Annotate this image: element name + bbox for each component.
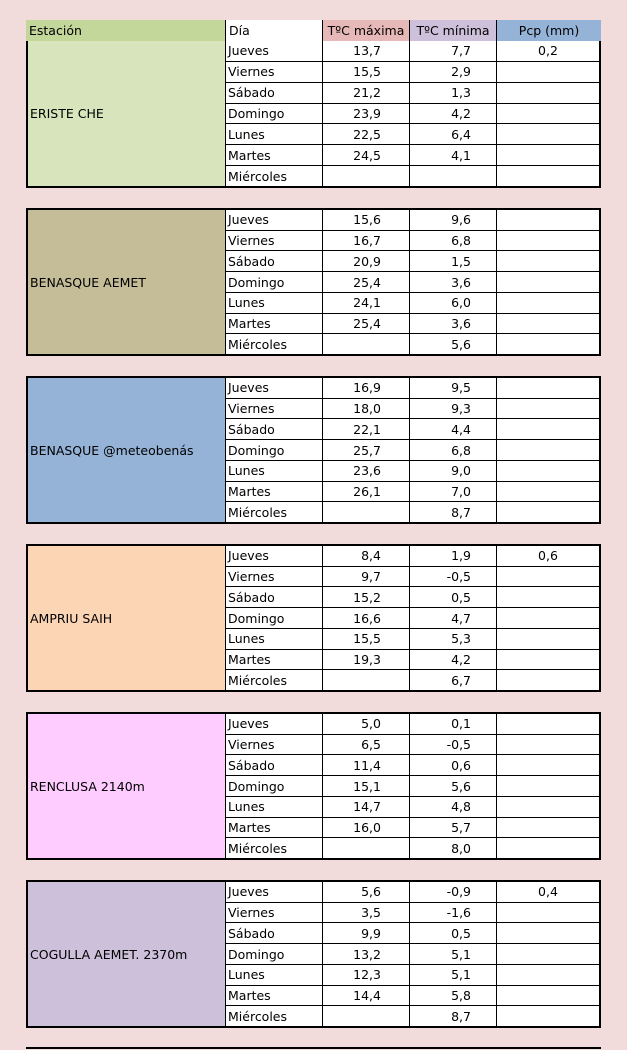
- tmin-cell: 3,6: [410, 314, 497, 334]
- tmax-cell: 9,9: [323, 923, 410, 943]
- station-name: ERISTE CHE: [28, 41, 226, 186]
- tmin-cell: 4,8: [410, 797, 497, 817]
- tmin-cell: 4,2: [410, 650, 497, 670]
- station-block: [26, 376, 601, 524]
- day-cell: Lunes: [226, 461, 323, 481]
- day-cell: Martes: [226, 650, 323, 670]
- pcp-cell: [497, 378, 599, 398]
- day-cell: Viernes: [226, 399, 323, 419]
- day-cell: Martes: [226, 314, 323, 334]
- station-rows: [226, 378, 599, 522]
- day-cell: Sábado: [226, 587, 323, 607]
- table-row: [226, 378, 599, 399]
- tmax-cell: 21,2: [323, 83, 410, 103]
- table-row: [226, 1006, 599, 1026]
- tmax-cell: [323, 502, 410, 522]
- day-cell: Sábado: [226, 83, 323, 103]
- tmax-cell: 16,9: [323, 378, 410, 398]
- day-cell: Sábado: [226, 755, 323, 775]
- table-row: [226, 755, 599, 776]
- tmax-cell: 25,4: [323, 272, 410, 292]
- day-cell: Miércoles: [226, 670, 323, 690]
- station-name: RENCLUSA 2140m: [28, 714, 226, 858]
- day-cell: Martes: [226, 986, 323, 1006]
- tmin-cell: 8,0: [410, 838, 497, 858]
- tmin-cell: 7,7: [410, 41, 497, 61]
- tmax-cell: 13,7: [323, 41, 410, 61]
- pcp-cell: [497, 735, 599, 755]
- day-cell: Lunes: [226, 124, 323, 144]
- tmax-cell: 22,1: [323, 419, 410, 439]
- table-row: [226, 145, 599, 166]
- day-cell: Domingo: [226, 272, 323, 292]
- tmax-cell: 13,2: [323, 944, 410, 964]
- day-cell: Martes: [226, 818, 323, 838]
- day-cell: Miércoles: [226, 166, 323, 186]
- station-block: [26, 544, 601, 692]
- tmax-cell: 16,6: [323, 608, 410, 628]
- header-tmin: TºC mínima: [410, 20, 497, 41]
- station-rows: [226, 210, 599, 354]
- station-rows: [226, 714, 599, 858]
- tmin-cell: 7,0: [410, 482, 497, 502]
- tmax-cell: 25,7: [323, 440, 410, 460]
- pcp-cell: [497, 210, 599, 230]
- table-row: [226, 293, 599, 314]
- table-row: [226, 818, 599, 839]
- tmin-cell: 9,5: [410, 378, 497, 398]
- table-row: [226, 944, 599, 965]
- tmin-cell: 8,7: [410, 502, 497, 522]
- tmax-cell: 3,5: [323, 903, 410, 923]
- pcp-cell: [497, 272, 599, 292]
- day-cell: Jueves: [226, 378, 323, 398]
- pcp-cell: [497, 399, 599, 419]
- pcp-cell: [497, 166, 599, 186]
- day-cell: Miércoles: [226, 334, 323, 354]
- day-cell: Domingo: [226, 944, 323, 964]
- tmax-cell: 11,4: [323, 755, 410, 775]
- pcp-cell: [497, 83, 599, 103]
- pcp-cell: [497, 923, 599, 943]
- tmin-cell: 5,8: [410, 986, 497, 1006]
- tmax-cell: 12,3: [323, 965, 410, 985]
- day-cell: Domingo: [226, 776, 323, 796]
- tmin-cell: 9,6: [410, 210, 497, 230]
- tmax-cell: 22,5: [323, 124, 410, 144]
- tmax-cell: 14,4: [323, 986, 410, 1006]
- table-row: [226, 776, 599, 797]
- station-block: [26, 712, 601, 860]
- table-row: [226, 923, 599, 944]
- pcp-cell: [497, 755, 599, 775]
- day-cell: Sábado: [226, 251, 323, 271]
- tmax-cell: 25,4: [323, 314, 410, 334]
- day-cell: Domingo: [226, 104, 323, 124]
- pcp-cell: [497, 419, 599, 439]
- table-row: [226, 903, 599, 924]
- pcp-cell: [497, 965, 599, 985]
- tmin-cell: -0,5: [410, 567, 497, 587]
- day-cell: Lunes: [226, 797, 323, 817]
- pcp-cell: 0,6: [538, 548, 558, 564]
- day-cell: Miércoles: [226, 838, 323, 858]
- table-row: [226, 104, 599, 125]
- pcp-cell: [497, 587, 599, 607]
- table-row: [226, 314, 599, 335]
- table-row: [226, 62, 599, 83]
- tmin-cell: -0,9: [410, 882, 497, 902]
- day-cell: Miércoles: [226, 502, 323, 522]
- header-station: Estación: [26, 20, 226, 41]
- tmax-cell: 8,4: [323, 546, 410, 566]
- tmax-cell: 18,0: [323, 399, 410, 419]
- table-row: [226, 502, 599, 522]
- day-cell: Lunes: [226, 293, 323, 313]
- pcp-cell: [497, 124, 599, 144]
- tmax-cell: [323, 166, 410, 186]
- tmin-cell: 3,6: [410, 272, 497, 292]
- tmin-cell: 1,3: [410, 83, 497, 103]
- tmin-cell: 0,5: [410, 587, 497, 607]
- pcp-cell: [497, 104, 599, 124]
- day-cell: Viernes: [226, 735, 323, 755]
- tmax-cell: 16,7: [323, 231, 410, 251]
- table-row: [226, 965, 599, 986]
- tmin-cell: 5,7: [410, 818, 497, 838]
- day-cell: Viernes: [226, 903, 323, 923]
- table-row: [226, 838, 599, 858]
- tmin-cell: 6,8: [410, 231, 497, 251]
- tmax-cell: 15,1: [323, 776, 410, 796]
- day-cell: Martes: [226, 145, 323, 165]
- day-cell: Lunes: [226, 965, 323, 985]
- tmax-cell: 15,5: [323, 629, 410, 649]
- table-row: [226, 650, 599, 671]
- table-row: [226, 124, 599, 145]
- pcp-cell: [497, 818, 599, 838]
- pcp-cell: [497, 944, 599, 964]
- tmax-cell: 23,9: [323, 104, 410, 124]
- tmin-cell: 6,8: [410, 440, 497, 460]
- pcp-cell: [497, 231, 599, 251]
- tmin-cell: 4,7: [410, 608, 497, 628]
- table-row: [226, 608, 599, 629]
- tmax-cell: 9,7: [323, 567, 410, 587]
- pcp-cell: [497, 461, 599, 481]
- pcp-cell: [497, 502, 599, 522]
- tmax-cell: 6,5: [323, 735, 410, 755]
- day-cell: Jueves: [226, 546, 323, 566]
- table-row: [226, 210, 599, 231]
- tmin-cell: 6,4: [410, 124, 497, 144]
- table-row: [226, 231, 599, 252]
- day-cell: Jueves: [226, 882, 323, 902]
- table-row: [226, 986, 599, 1007]
- tmax-cell: 24,1: [323, 293, 410, 313]
- tmin-cell: 5,1: [410, 944, 497, 964]
- table-header: [26, 20, 601, 41]
- tmax-cell: [323, 1006, 410, 1026]
- table-row: [226, 482, 599, 503]
- station-block: [26, 41, 601, 188]
- pcp-cell: [497, 714, 599, 734]
- tmin-cell: 5,6: [410, 776, 497, 796]
- station-name: BENASQUE @meteobenás: [28, 378, 226, 522]
- day-cell: Jueves: [226, 210, 323, 230]
- table-row: [226, 419, 599, 440]
- table-row: [226, 461, 599, 482]
- tmin-cell: 1,9: [410, 546, 497, 566]
- pcp-cell: [497, 1006, 599, 1026]
- pcp-cell: 0,2: [538, 43, 558, 59]
- day-cell: Jueves: [226, 41, 323, 61]
- table-row: [226, 882, 599, 903]
- day-cell: Sábado: [226, 923, 323, 943]
- day-cell: Lunes: [226, 629, 323, 649]
- tmin-cell: 8,7: [410, 1006, 497, 1026]
- station-rows: [226, 41, 599, 186]
- tmin-cell: 5,3: [410, 629, 497, 649]
- table-row: [226, 629, 599, 650]
- pcp-cell: [497, 776, 599, 796]
- pcp-cell: [497, 334, 599, 354]
- pcp-cell: [497, 314, 599, 334]
- table-row: [226, 251, 599, 272]
- tmax-cell: 23,6: [323, 461, 410, 481]
- tmax-cell: 24,5: [323, 145, 410, 165]
- table-row: [226, 670, 599, 690]
- day-cell: Domingo: [226, 440, 323, 460]
- pcp-cell: [497, 629, 599, 649]
- tmin-cell: 2,9: [410, 62, 497, 82]
- tmax-cell: 5,6: [323, 882, 410, 902]
- pcp-cell: [497, 986, 599, 1006]
- pcp-cell: [497, 903, 599, 923]
- tmin-cell: [410, 166, 497, 186]
- pcp-cell: [497, 145, 599, 165]
- pcp-cell: [497, 608, 599, 628]
- pcp-cell: [497, 251, 599, 271]
- tmin-cell: -1,6: [410, 903, 497, 923]
- day-cell: Domingo: [226, 608, 323, 628]
- tmax-cell: 20,9: [323, 251, 410, 271]
- tmax-cell: 19,3: [323, 650, 410, 670]
- tmax-cell: 16,0: [323, 818, 410, 838]
- tmin-cell: 9,0: [410, 461, 497, 481]
- day-cell: Viernes: [226, 231, 323, 251]
- pcp-cell: [497, 440, 599, 460]
- table-row: [226, 735, 599, 756]
- pcp-cell: [497, 797, 599, 817]
- tmax-cell: [323, 334, 410, 354]
- tmin-cell: 4,1: [410, 145, 497, 165]
- pcp-cell: [497, 567, 599, 587]
- pcp-cell: [497, 650, 599, 670]
- table-row: [226, 797, 599, 818]
- pcp-cell: [497, 670, 599, 690]
- day-cell: Sábado: [226, 419, 323, 439]
- header-pcp: Pcp (mm): [497, 20, 601, 41]
- day-cell: Miércoles: [226, 1006, 323, 1026]
- table-row: [226, 83, 599, 104]
- day-cell: Jueves: [226, 714, 323, 734]
- tmax-cell: 15,5: [323, 62, 410, 82]
- tmin-cell: 4,2: [410, 104, 497, 124]
- day-cell: Viernes: [226, 567, 323, 587]
- table-row: [226, 272, 599, 293]
- tmin-cell: 6,0: [410, 293, 497, 313]
- tmin-cell: -0,5: [410, 735, 497, 755]
- tmin-cell: 0,5: [410, 923, 497, 943]
- tmax-cell: 15,6: [323, 210, 410, 230]
- tmax-cell: [323, 670, 410, 690]
- table-row: [226, 41, 599, 62]
- pcp-cell: [497, 838, 599, 858]
- pcp-cell: [497, 293, 599, 313]
- station-block: [26, 880, 601, 1028]
- table-row: [226, 334, 599, 354]
- station-rows: [226, 882, 599, 1026]
- tmin-cell: 1,5: [410, 251, 497, 271]
- station-name: BENASQUE AEMET: [28, 210, 226, 354]
- table-row: [226, 166, 599, 186]
- tmax-cell: 5,0: [323, 714, 410, 734]
- tmin-cell: 0,1: [410, 714, 497, 734]
- pcp-cell: [497, 62, 599, 82]
- day-cell: Viernes: [226, 62, 323, 82]
- tmax-cell: 14,7: [323, 797, 410, 817]
- table-row: [226, 546, 599, 567]
- station-block: [26, 208, 601, 356]
- station-rows: [226, 546, 599, 690]
- tmin-cell: 0,6: [410, 755, 497, 775]
- station-name: AMPRIU SAIH: [28, 546, 226, 690]
- table-row: [226, 567, 599, 588]
- tmax-cell: 15,2: [323, 587, 410, 607]
- header-day: Día: [226, 20, 323, 41]
- table-row: [226, 440, 599, 461]
- table-row: [226, 714, 599, 735]
- pcp-cell: [497, 482, 599, 502]
- table-row: [226, 587, 599, 608]
- tmax-cell: 26,1: [323, 482, 410, 502]
- day-cell: Martes: [226, 482, 323, 502]
- header-tmax: TºC máxima: [323, 20, 410, 41]
- tmin-cell: 6,7: [410, 670, 497, 690]
- tmin-cell: 4,4: [410, 419, 497, 439]
- station-name: COGULLA AEMET. 2370m: [28, 882, 226, 1026]
- table-row: [226, 399, 599, 420]
- tmin-cell: 5,6: [410, 334, 497, 354]
- tmax-cell: [323, 838, 410, 858]
- pcp-cell: 0,4: [538, 884, 558, 900]
- tmin-cell: 5,1: [410, 965, 497, 985]
- tmin-cell: 9,3: [410, 399, 497, 419]
